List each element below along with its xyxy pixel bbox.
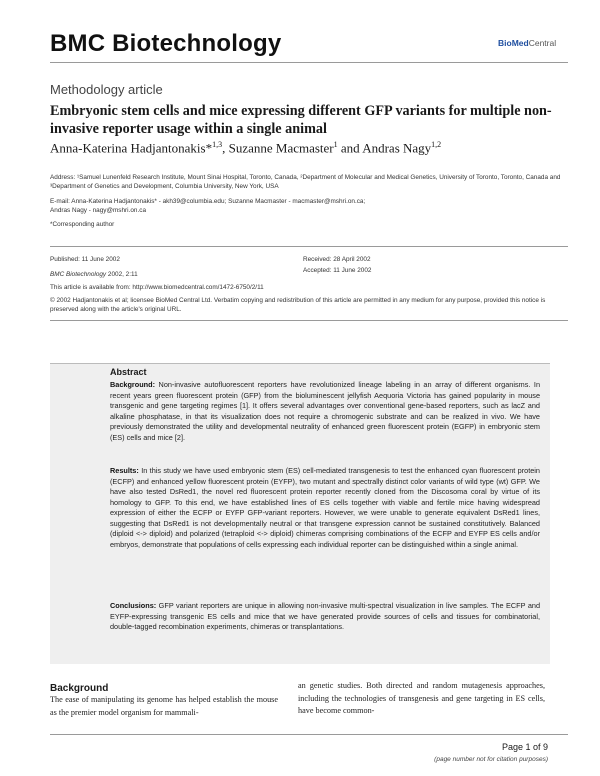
copyright-notice: © 2002 Hadjantonakis et al; licensee BioMed Central Ltd. Verbatim copying and redistribution of this article are permitted in any medium for any purpose, provided this notice is preserved along with the article's original URL.: [50, 297, 546, 314]
abstract-results: [110, 466, 540, 550]
logo-central-text: Central: [528, 38, 557, 48]
received-date: Received: 28 April 2002: [303, 256, 371, 263]
abstract-label: Background:: [110, 380, 155, 389]
author-name: Andras Nagy: [362, 140, 432, 156]
citation-journal: BMC Biotechnology: [50, 271, 107, 278]
abstract-text: In this study we have used embryonic stem (ES) cell-mediated transgenesis to test the enhanced cyan fluorescent protein (ECFP) and enhanced yellow fluorescent protein (EYFP), two mutant and spectrally distinct color variants of wild type (wt) GFP. We have also tested DsRed1, the novel red fluorescent protein reporter recently cloned from the Discosoma coral by virtue of its homology to GFP. To this end, we have established lines of ES cells together with viable and fertile mice having widespread expression of either the ECFP or EYFP GFP-variant reporters. However, we were unable to generate equivalent DsRed1 lines, suggesting that DsRed1 is not developmentally neutral or that transgene expression cannot be sustained constitutively. Balanced (diploid <-> diploid) and polarized (tetraploid <-> diploid) chimeras comprising combinations of the ECFP and EYFP ES cells and/or embryos, demonstrate that populations of cells expressing each individual reporter can be distinguished within a single animal.: [110, 466, 540, 549]
accepted-date: Accepted: 11 June 2002: [303, 267, 372, 274]
citation: [50, 270, 138, 279]
abstract-heading: Abstract: [110, 367, 147, 377]
email-line: Andras Nagy - nagy@mshri.on.ca: [50, 207, 146, 215]
abstract-conclusions: [110, 601, 540, 633]
journal-title: BMC Biotechnology: [50, 30, 282, 57]
author-name: Suzanne Macmaster: [228, 140, 334, 156]
abstract-text: GFP variant reporters are unique in allowing non-invasive multi-spectral visualization in live samples. The ECFP and EYFP-expressing transgenic ES cells and mice that we have generated provide sources of cells and tissues for combinatorial, double-tagged recombination experiments, chimeras or transplantations.: [110, 601, 540, 631]
author-list: Anna-Katerina Hadjantonakis*$^{1,3}$, Suzanne Macmaster$^1$ and Andras Nagy$^{1,2}$: [50, 140, 442, 156]
author-name: Anna-Katerina Hadjantonakis*: [50, 140, 213, 156]
body-column-right: an genetic studies. Both directed and random mutagenesis approaches, including the technologies of transgenesis and gene targeting in ES cells, have become common-: [298, 681, 545, 715]
article-title: Embryonic stem cells and mice expressing different GFP variants for multiple non-invasive reporter usage within a single animal: [50, 103, 552, 137]
meta-divider: [50, 246, 568, 247]
article-url[interactable]: This article is available from: http://www.biomedcentral.com/1472-6750/2/11: [50, 284, 264, 291]
logo-bio-text: BioMed: [498, 38, 529, 48]
header-divider: [50, 62, 568, 63]
corresponding-author-note: *Corresponding author: [50, 221, 115, 228]
published-date: Published: 11 June 2002: [50, 256, 120, 263]
author-address: Address: ¹Samuel Lunenfeld Research Institute, Mount Sinai Hospital, Toronto, Canada, ²Department of Molecular and Medical Genetics, University of Toronto, Toronto, Canada and ³Department of Genetics and Development, Columbia University, New York, USA: [50, 174, 561, 191]
footer-divider: [50, 734, 568, 735]
author-affiliation: 1,2: [431, 140, 442, 149]
abstract-background: [110, 380, 540, 443]
author-affiliation: 1: [333, 140, 338, 149]
abstract-label: Results:: [110, 466, 139, 475]
email-line: E-mail: Anna-Katerina Hadjantonakis* - akh39@columbia.edu; Suzanne Macmaster - macmaster@mshri.on.ca;: [50, 198, 366, 205]
author-emails: [50, 197, 570, 216]
abstract-label: Conclusions:: [110, 601, 157, 610]
citation-volume: 2002, 2:11: [106, 271, 138, 278]
abstract-text: Non-invasive autofluorescent reporters have revolutionized lineage labeling in an array of different organisms. In recent years green fluorescent protein (GFP) from the bioluminescent jellyfish Aequoria Victoria has gained popularity in mouse transgenic and gene targeting regimes [1]. It offers several advantages over conventional gene-based reporters, such as lacZ and alkaline phosphatase, in that its visualization does not require a chromogenic substrate and can be realized in vivo. We have previously demonstrated the utility and developmental neutrality of enhanced green fluorescent protein (EGFP) in embryonic stem (ES) cells and mice [2].: [110, 380, 540, 442]
page-number: Page 1 of 9: [501, 742, 548, 752]
page-number-note: (page number not for citation purposes): [434, 756, 548, 763]
article-type: Methodology article: [50, 82, 163, 97]
section-heading: Background: [50, 683, 109, 694]
body-column-left: The ease of manipulating its genome has helped establish the mouse as the premier model organism for mammali-: [50, 695, 278, 717]
copyright-divider: [50, 320, 568, 321]
author-affiliation: 1,3: [212, 140, 223, 149]
biomed-central-logo: [498, 38, 556, 48]
